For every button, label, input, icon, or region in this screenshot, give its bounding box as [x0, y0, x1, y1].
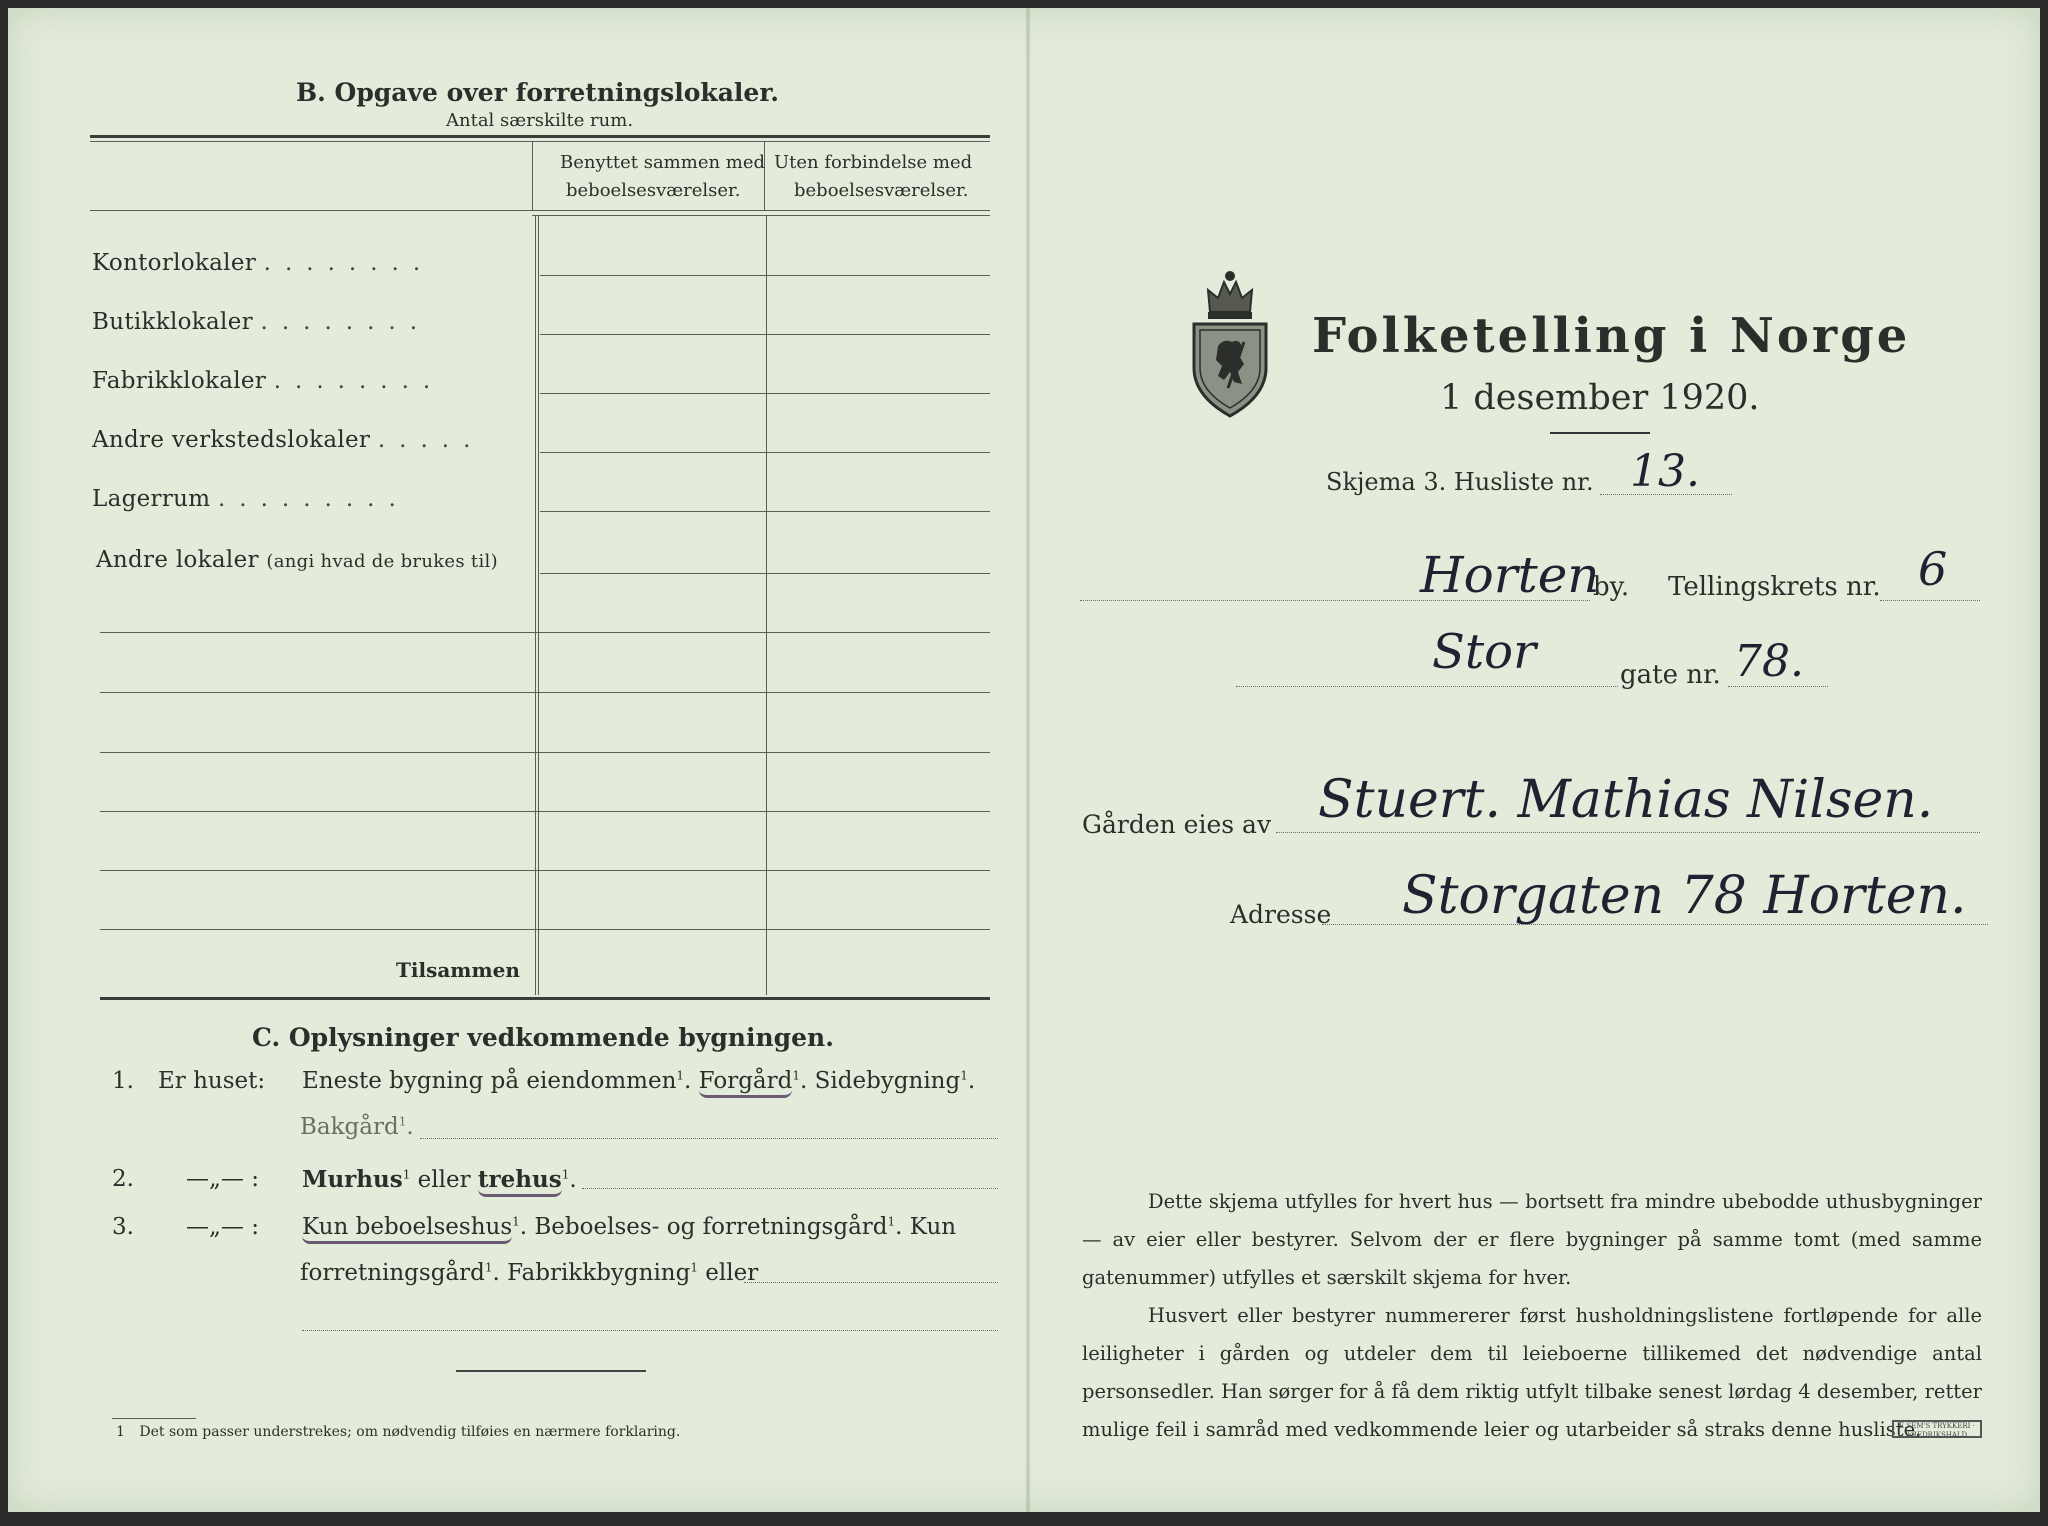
schema-label: Skjema 3. Husliste nr. — [1326, 468, 1594, 496]
option-kun: Kun — [909, 1214, 957, 1240]
q3-options-line2: forretningsgård$^1$. Fabrikkbygning$^1$ eller — [300, 1260, 759, 1286]
q3-fill-line-2 — [302, 1330, 998, 1331]
instructions-text-1: Dette skjema utfylles for hvert hus — bortsett fra mindre ubebodde uthusbygninger — av eier eller bestyrer. Selvom der er flere bygninger på samme tomt (med samme gatenummer) utfylles et særskilt skjema for hver. — [1082, 1190, 1982, 1289]
city-label: by. — [1593, 572, 1630, 602]
row-kontorlokaler — [92, 250, 434, 276]
footnote-ref: 1 — [512, 1214, 520, 1229]
footnote-ref: 1 — [960, 1068, 968, 1083]
q1-option-bakgard: Bakgård$^1$. — [300, 1114, 414, 1140]
cell-rule — [540, 334, 990, 335]
leader-dots: ......... — [217, 486, 410, 512]
krets-number: 6 — [1918, 542, 1948, 596]
row-label: Lagerrum — [92, 486, 211, 512]
leader-dots: ........ — [263, 250, 435, 276]
cell-rule — [540, 393, 990, 394]
address-handwritten: Storgaten 78 Horten. — [1402, 866, 1967, 926]
q2-options: Murhus$^1$ eller trehus$^1$. — [302, 1166, 577, 1193]
owner-label: Gården eies av — [1082, 810, 1272, 839]
husliste-number: 13. — [1630, 446, 1700, 497]
section-end-rule — [456, 1370, 646, 1372]
street-line — [1236, 686, 1618, 687]
footnote-ref: 1 — [484, 1260, 493, 1275]
address-label: Adresse — [1230, 900, 1332, 929]
cell-rule — [540, 452, 990, 453]
option-forretningsgard: forretningsgård — [300, 1260, 485, 1286]
header-bottom-rule — [90, 210, 990, 211]
total-top-rule — [100, 929, 990, 930]
q2-number: 2. — [112, 1166, 134, 1192]
cell-rule — [100, 632, 990, 633]
section-b-title: B. Opgave over forretningslokaler. — [296, 78, 779, 107]
cell-rule — [540, 573, 990, 574]
body-divider-1 — [535, 215, 539, 995]
option-bakgard: Bakgård — [300, 1114, 399, 1140]
title-rule — [1550, 432, 1650, 434]
q3-options-line1: Kun beboelseshus$^1$. Beboelses- og forretningsgård$^1$. Kun — [302, 1214, 956, 1240]
footnote-ref: 1 — [676, 1068, 685, 1083]
q3-fill-line — [744, 1282, 998, 1283]
footnote-ref: 1 — [887, 1214, 896, 1229]
leader-dots: ........ — [260, 309, 432, 335]
option-eneste-bygning: Eneste bygning på eiendommen — [302, 1068, 677, 1094]
option-eller: eller — [417, 1167, 471, 1193]
row-butikklokaler — [92, 309, 431, 335]
form-title: Folketelling i Norge — [1312, 308, 1911, 364]
q1-lead: Er huset: — [158, 1068, 266, 1094]
footnote — [116, 1424, 680, 1440]
footnote-ref: 1 — [690, 1260, 698, 1275]
cell-rule — [540, 275, 990, 276]
option-forgard-underlined: Forgård — [699, 1068, 793, 1098]
option-murhus: Murhus — [302, 1166, 403, 1193]
norwegian-coat-of-arms-icon — [1188, 268, 1272, 418]
cell-rule — [100, 870, 990, 871]
footnote-mark: 1 — [116, 1424, 125, 1440]
col1-header-line2: beboelsesværelser. — [566, 180, 741, 201]
row-fabrikklokaler — [92, 368, 444, 394]
q3-lead: —„— : — [186, 1214, 259, 1240]
table-top-rule — [90, 135, 990, 138]
option-kun-beboelseshus-underlined: Kun beboelseshus — [302, 1214, 512, 1244]
footnote-rule — [112, 1418, 196, 1419]
printer-stamp — [1892, 1420, 1982, 1438]
footnote-ref: 1 — [398, 1114, 407, 1129]
printer-stamp-text: E.SEM'S TRYKKERI · FREDRIKSHALD — [1899, 1422, 1975, 1439]
gate-line — [1728, 686, 1828, 687]
total-label: Tilsammen — [396, 958, 520, 982]
option-fabrikkbygning: Fabrikkbygning — [507, 1260, 691, 1286]
row-label: Andre lokaler — [96, 547, 259, 573]
owner-line — [1276, 832, 1980, 833]
gate-number: 78. — [1734, 636, 1804, 687]
city-handwritten: Horten — [1420, 546, 1600, 604]
header-bottom-rule-2 — [532, 215, 990, 216]
row-hint: (angi hvad de brukes til) — [266, 551, 498, 572]
gate-label: gate nr. — [1620, 660, 1721, 690]
leader-dots: ........ — [273, 368, 445, 394]
footnote-ref: 1 — [792, 1068, 800, 1083]
leader-dots: ..... — [377, 427, 485, 453]
option-beboelses-og-forretningsgard: Beboelses- og forretningsgård — [534, 1214, 888, 1240]
instructions-text-2: Husvert eller bestyrer nummererer først husholdningslistene fortløpende for alle leiligheter i gården og utdeler dem til leieboerne tillikemed det nødvendige antal personsedler. Han sørger for å få dem riktig utfylt tilbake senest lørdag 4 desember, retter mulige feil i samråd med vedkommende leier og utarbeider så straks denne husliste. — [1082, 1304, 1982, 1441]
table-top-rule-2 — [90, 141, 990, 142]
krets-line — [1880, 600, 1980, 601]
option-trehus-underlined: trehus — [478, 1166, 562, 1197]
cell-rule — [100, 692, 990, 693]
col2-header-line2: beboelsesværelser. — [794, 180, 969, 201]
row-label: Fabrikklokaler — [92, 368, 267, 394]
address-line — [1322, 924, 1988, 925]
row-label: Andre verkstedslokaler — [92, 427, 371, 453]
cell-rule — [100, 752, 990, 753]
row-lagerrum — [92, 486, 410, 512]
husliste-line — [1600, 494, 1732, 495]
section-c-title: C. Oplysninger vedkommende bygningen. — [252, 1023, 834, 1052]
col2-header-line1: Uten forbindelse med — [774, 152, 973, 173]
cell-rule — [540, 511, 990, 512]
owner-handwritten: Stuert. Mathias Nilsen. — [1318, 770, 1934, 830]
q2-fill-line — [582, 1188, 998, 1189]
q1-number: 1. — [112, 1068, 134, 1094]
instructions-paragraph-1 — [1082, 1183, 1982, 1297]
footnote-ref: 1 — [561, 1167, 570, 1182]
q2-lead: —„— : — [186, 1166, 259, 1192]
city-line — [1080, 600, 1590, 601]
row-andre-verkstedslokaler — [92, 427, 484, 453]
col1-header-line1: Benyttet sammen med — [560, 152, 766, 173]
center-fold — [1025, 8, 1031, 1512]
row-andre-lokaler — [96, 547, 498, 573]
option-eller: eller — [705, 1260, 759, 1286]
q1-fill-line — [420, 1138, 998, 1139]
q1-options: Eneste bygning på eiendommen$^1$. Forgård$^1$. Sidebygning$^1$. — [302, 1068, 975, 1094]
street-handwritten: Stor — [1432, 624, 1537, 680]
section-b-subtitle: Antal særskilte rum. — [446, 110, 634, 131]
table-bottom-rule — [100, 997, 990, 1000]
footnote-text: Det som passer understrekes; om nødvendig tilføies en nærmere forklaring. — [139, 1424, 681, 1440]
cell-rule — [100, 811, 990, 812]
census-date: 1 desember 1920. — [1440, 378, 1760, 418]
q3-number: 3. — [112, 1214, 134, 1240]
instructions-paragraph-2 — [1082, 1297, 1982, 1449]
krets-label: Tellingskrets nr. — [1668, 572, 1881, 602]
body-divider-2 — [766, 215, 767, 995]
row-label: Kontorlokaler — [92, 250, 257, 276]
col-divider-1 — [532, 142, 533, 210]
footnote-ref: 1 — [402, 1167, 411, 1182]
option-sidebygning: Sidebygning — [814, 1068, 961, 1094]
row-label: Butikklokaler — [92, 309, 253, 335]
